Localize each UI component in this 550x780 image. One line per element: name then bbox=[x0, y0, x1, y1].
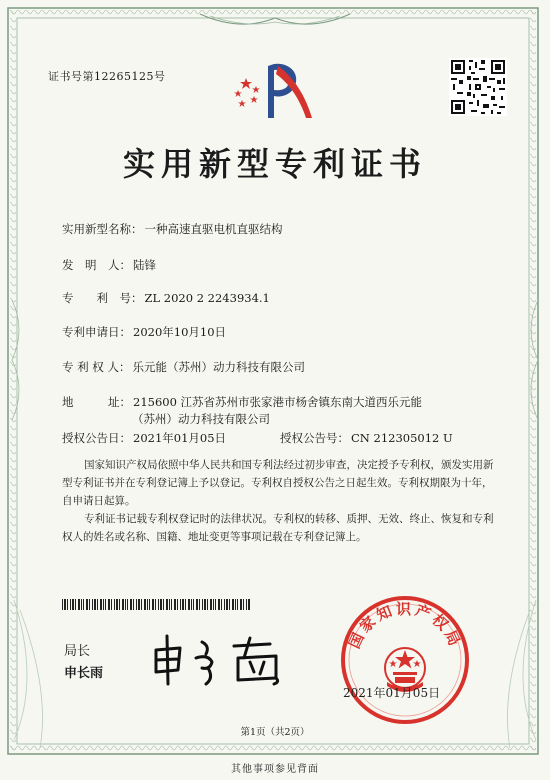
signatory-title: 局长 bbox=[64, 644, 91, 659]
patentee-name: 乐元能（苏州）动力科技有限公司 bbox=[132, 360, 305, 374]
patent-number-row bbox=[62, 290, 270, 306]
seal-text: 国家知识产权局 bbox=[345, 600, 465, 652]
page-indicator: 第1页（共2页） bbox=[240, 727, 310, 738]
signatory-name: 申长雨 bbox=[64, 666, 104, 681]
certificate-number: 证书号第12265125号 bbox=[48, 70, 166, 83]
patentee-row bbox=[62, 359, 305, 375]
field-label: 地 址： bbox=[62, 395, 131, 409]
field-label: 发 明 人： bbox=[62, 258, 131, 272]
address-row bbox=[62, 394, 422, 410]
seal-date: 2021年01月05日 bbox=[343, 686, 441, 700]
certificate-paragraph-2: 专利证书记载专利权登记时的法律状况。专利权的转移、质押、无效、终止、恢复和专利权人的姓名或名称、国籍、地址变更等事项记载在专利登记簿上。 bbox=[62, 513, 494, 543]
grant-number-row bbox=[280, 430, 453, 446]
footer-note: 其他事项参见背面 bbox=[231, 764, 319, 775]
grant-date-row bbox=[62, 430, 226, 446]
field-label: 授权公告号： bbox=[280, 431, 349, 445]
certificate-title: 实用新型专利证书 bbox=[122, 145, 427, 183]
field-label: 授权公告日： bbox=[62, 431, 131, 445]
field-label: 专利申请日： bbox=[62, 325, 131, 339]
grant-number: CN 212305012 U bbox=[351, 431, 453, 445]
patent-number: ZL 2020 2 2243934.1 bbox=[144, 291, 270, 305]
address-line-2: （苏州）动力科技有限公司 bbox=[132, 412, 270, 426]
utility-model-name: 一种高速直驱电机直驱结构 bbox=[144, 222, 283, 236]
inventor-row bbox=[62, 257, 156, 273]
svg-text:国家知识产权局 bbox=[345, 600, 465, 651]
field-label: 实用新型名称： bbox=[62, 222, 143, 236]
patent-office-logo bbox=[228, 56, 318, 122]
official-seal bbox=[335, 590, 475, 730]
field-label: 专 利 权 人： bbox=[62, 360, 131, 374]
utility-model-name-row bbox=[62, 221, 283, 237]
certificate-paragraph-1: 国家知识产权局依照中华人民共和国专利法经过初步审查，决定授予专利权，颁发实用新型专利证书并在专利登记簿上予以登记。专利权自授权公告之日起生效。专利权期限为十年，自申请日起算。 bbox=[62, 459, 494, 507]
field-label: 专 利 号： bbox=[62, 291, 143, 305]
qr-code bbox=[449, 58, 507, 116]
filing-date-row bbox=[62, 324, 226, 340]
barcode bbox=[62, 599, 252, 610]
filing-date: 2020年10月10日 bbox=[133, 325, 227, 339]
inventor-name: 陆锋 bbox=[133, 258, 156, 272]
grant-date: 2021年01月05日 bbox=[133, 431, 227, 445]
address-line-1: 215600 江苏省苏州市张家港市杨舍镇东南大道西乐元能 bbox=[133, 395, 423, 409]
handwritten-signature bbox=[150, 628, 310, 688]
